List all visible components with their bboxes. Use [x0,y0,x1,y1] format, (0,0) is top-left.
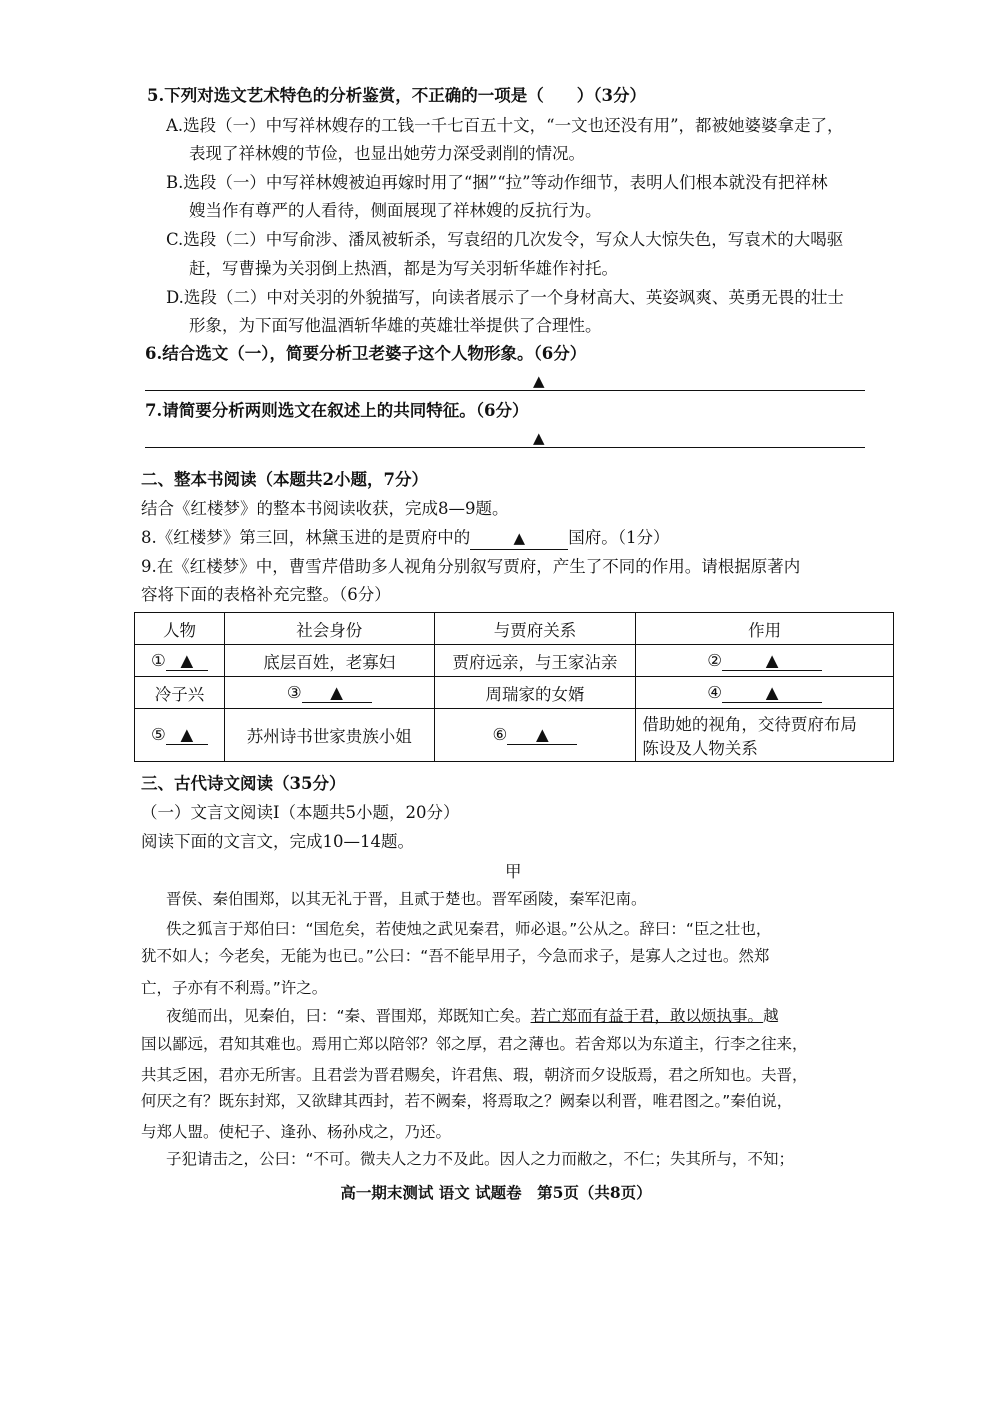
passage-p1: 晋侯、秦伯围郑，以其无礼于晋，且贰于楚也。晋军函陵，秦军氾南。 [166,890,647,908]
q9-stem-line2: 容将下面的表格补充完整。（6分） [141,585,391,604]
cell-function-line2: 陈设及人物关系 [642,739,758,758]
cell-blank-4[interactable] [636,677,894,709]
passage-p3-line3: 共其乏困，君亦无所害。且君尝为晋君赐矣，许君焦、瑕，朝济而夕设版焉，君之所知也。夫晋， [141,1066,808,1084]
q6-answer-line[interactable] [145,390,865,391]
passage-p3-line4: 何厌之有？既东封郑，又欲肆其西封，若不阙秦，将焉取之？阙秦以利晋，唯君图之。”秦伯说， [141,1092,793,1110]
cell-blank-5[interactable] [135,709,225,762]
cell-blank-1[interactable] [135,645,225,677]
q5-option-b-line2: 嫂当作有尊严的人看待，侧面展现了祥林嫂的反抗行为。 [189,201,602,220]
q7-stem: 7.请简要分析两则选文在叙述上的共同特征。（6分） [145,401,529,420]
answer-blank[interactable] [166,725,208,745]
q9-stem-line1: 9.在《红楼梦》中，曹雪芹借助多人视角分别叙写贾府，产生了不同的作用。请根据原著内 [141,557,801,576]
cell-identity: 苏州诗书世家贵族小姐 [224,709,434,762]
passage-p3-line1-pre: 夜缒而出，见秦伯，曰：“秦、晋围郑，郑既知亡矣。 [166,1007,531,1025]
passage-p3-line1-post: 越 [763,1007,779,1025]
header-character: 人物 [135,613,225,645]
q5-option-d-line2: 形象，为下面写他温酒斩华雄的英雄壮举提供了合理性。 [189,316,602,335]
blank-number: ① [151,650,166,670]
answer-blank[interactable] [302,683,372,703]
cell-blank-6[interactable] [434,709,636,762]
answer-mark: ▲ [535,725,549,744]
answer-mark: ▲ [180,725,194,744]
passage-p4-line1: 子犯请击之，公曰：“不可。微夫人之力不及此。因人之力而敝之，不仁；失其所与，不知； [166,1150,795,1168]
q5-option-c-line1: C.选段（二）中写俞涉、潘凤被斩杀，写袁绍的几次发令，写众人大惊失色，写袁术的大喝驱 [166,230,844,249]
passage-p3-line5: 与郑人盟。使杞子、逢孙、杨孙戍之，乃还。 [141,1123,452,1141]
blank-number: ⑤ [151,725,166,744]
q5-option-d-line1: D.选段（二）中对关羽的外貌描写，向读者展示了一个身材高大、英姿飒爽、英勇无畏的壮士 [166,288,844,307]
table-row [135,645,894,677]
blank-number: ② [707,650,723,670]
q7-answer-line[interactable] [145,447,865,448]
table-header-row [135,613,894,645]
q9-table [134,612,894,762]
underlined-sentence: 若亡郑而有益于君，敢以烦执事。 [530,1007,764,1025]
passage-p2-line3: 亡，子亦有不利焉。”许之。 [141,979,328,997]
blank-number: ④ [707,682,723,702]
q5-option-b-line1: B.选段（一）中写祥林嫂被迫再嫁时用了“捆”“拉”等动作细节，表明人们根本就没有把祥林 [166,173,828,192]
answer-blank[interactable] [166,651,208,671]
section2-intro: 结合《红楼梦》的整本书阅读收获，完成8—9题。 [141,499,509,518]
page-footer: 高一期末测试 语文 试题卷 第5页（共8页） [340,1183,652,1202]
cell-blank-3[interactable] [224,677,434,709]
section2-title: 二、整本书阅读（本题共2小题，7分） [141,470,428,489]
answer-blank[interactable] [722,683,822,703]
q8-text-before: 8.《红楼梦》第三回，林黛玉进的是贾府中的 [141,528,471,547]
answer-mark: ▲ [180,650,194,670]
passage-p3-line1 [166,1005,779,1027]
q5-option-c-line2: 赶，写曹操为关羽倒上热酒，都是为写关羽斩华雄作衬托。 [189,259,618,278]
answer-blank[interactable] [507,725,577,745]
passage-label-jia: 甲 [505,862,522,881]
passage-p3-line2: 国以鄙远，君知其难也。焉用亡郑以陪邻？邻之厚，君之薄也。若舍郑以为东道主，行李之往来， [141,1035,808,1053]
q5-option-a-line1: A.选段（一）中写祥林嫂存的工钱一千七百五十文，“一文也还没有用”，都被她婆婆拿走了， [166,116,844,135]
q8-blank[interactable] [470,527,568,550]
header-function: 作用 [636,613,894,645]
q7-answer-mark: ▲ [533,429,545,447]
answer-mark: ▲ [765,650,779,670]
section3-subtitle: （一）文言文阅读Ⅰ（本题共5小题，20分） [141,803,460,822]
q8-text-after: 国府。（1分） [568,528,670,547]
answer-mark: ▲ [330,682,343,702]
passage-p2-line2: 犹不如人；今老矣，无能为也已。”公曰：“吾不能早用子，今急而求子，是寡人之过也。然郑 [141,947,770,965]
answer-blank[interactable] [722,651,822,671]
q8-answer-mark: ▲ [513,529,526,547]
cell-character: 冷子兴 [135,677,225,709]
q6-answer-mark: ▲ [533,372,545,390]
q6-stem: 6.结合选文（一），简要分析卫老婆子这个人物形象。（6分） [145,344,587,363]
blank-number: ③ [286,682,302,702]
table-row [135,677,894,709]
q8-stem [141,527,670,550]
q5-option-a-line2: 表现了祥林嫂的节俭，也显出她劳力深受剥削的情况。 [189,144,585,163]
blank-number: ⑥ [492,725,508,744]
cell-identity: 底层百姓，老寡妇 [224,645,434,677]
table-row [135,709,894,762]
cell-blank-2[interactable] [636,645,894,677]
cell-function [636,709,894,762]
answer-mark: ▲ [765,682,779,702]
header-relation: 与贾府关系 [434,613,636,645]
passage-p2-line1: 佚之狐言于郑伯曰：“国危矣，若使烛之武见秦君，师必退。”公从之。辞曰：“臣之壮也， [166,920,772,938]
section3-title: 三、古代诗文阅读（35分） [141,774,346,793]
cell-function-line1: 借助她的视角，交待贾府布局 [642,715,857,734]
cell-relation: 贾府远亲，与王家沾亲 [434,645,636,677]
q5-stem: 5.下列对选文艺术特色的分析鉴赏，不正确的一项是（ ）（3分） [147,86,646,105]
header-identity: 社会身份 [224,613,434,645]
section3-intro: 阅读下面的文言文，完成10—14题。 [141,832,414,851]
cell-relation: 周瑞家的女婿 [434,677,636,709]
